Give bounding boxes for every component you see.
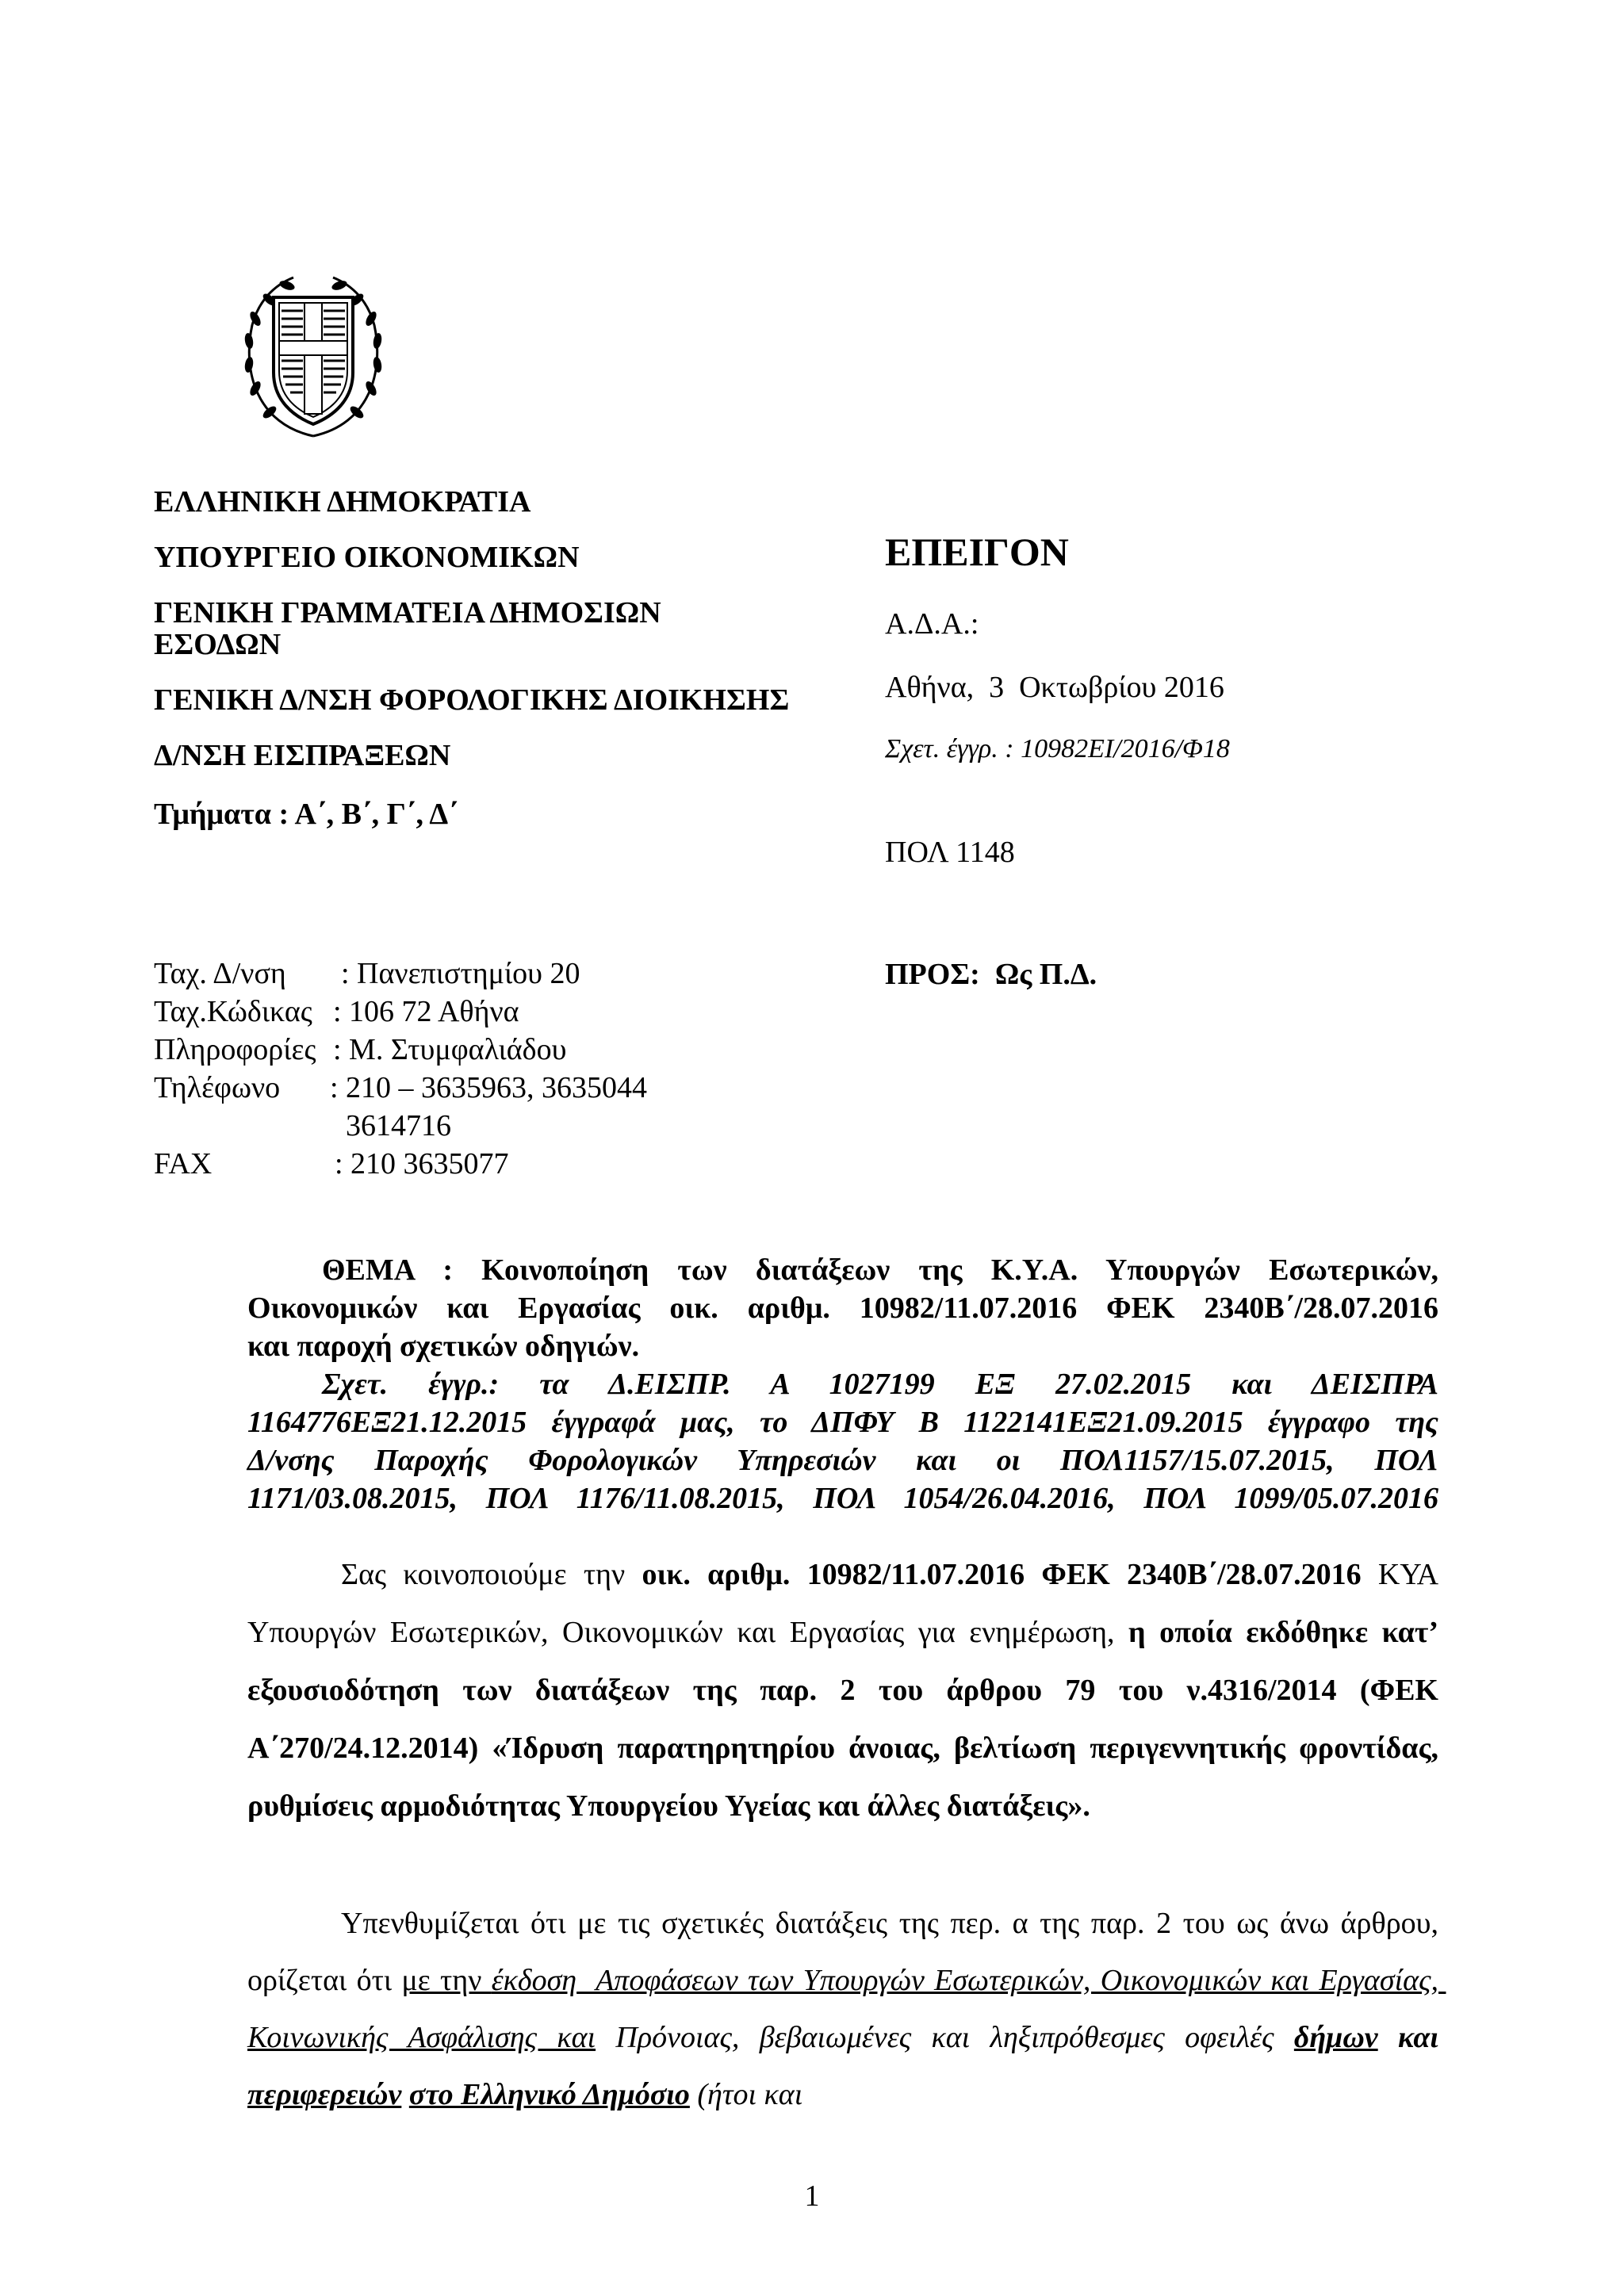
postcode-value: : 106 72 Αθήνα (333, 995, 519, 1028)
para2-intro: Υπενθυμίζεται ότι με τις σχετικές διατάξεις της περ. α της παρ. 2 του ως άνω άρθρου, ορίζεται ότι (247, 1907, 1438, 1997)
header-secretariat: ΓΕΝΙΚΗ ΓΡΑΜΜΑΤΕΙΑ ΔΗΜΟΣΙΩΝ (154, 596, 661, 629)
phone-value: : 210 – 3635963, 3635044 (330, 1071, 648, 1104)
postcode-label: Ταχ.Κώδικας (154, 995, 312, 1028)
document-date: Αθήνα, 3 Οκτωβρίου 2016 (885, 671, 1224, 704)
header-general-directorate: ΓΕΝΙΚΗ Δ/ΝΣΗ ΦΟΡΟΛΟΓΙΚΗΣ ΔΙΟΙΚΗΣΗΣ (154, 683, 790, 717)
para2-state: στο Ελληνικό Δημόσιο (408, 2078, 690, 2111)
phone-value-extra: 3614716 (346, 1109, 451, 1142)
address-value: : Πανεπιστημίου 20 (341, 957, 580, 990)
subject-block (247, 1251, 1438, 1517)
fax-value: : 210 3635077 (335, 1147, 509, 1181)
header-block (154, 484, 868, 832)
header-departments: Τμήματα : Α΄, Β΄, Γ΄, Δ΄ (154, 798, 458, 831)
related-line-3: Δ/νσης Παροχής Φορολογικών Υπηρεσιών και οι ΠΟΛ1157/15.07.2015, ΠΟΛ (247, 1444, 1438, 1477)
reference-number: Σχετ. έγγρ. : 10982ΕΙ/2016/Φ18 (885, 734, 1230, 763)
para1-kya: ΚΥΑ Υπουργών Εσωτερικών, Οικονομικών και Εργασίας για ενημέρωση, (247, 1558, 1439, 1649)
related-line-4: 1171/03.08.2015, ΠΟΛ 1176/11.08.2015, ΠΟΛ 1054/26.04.2016, ΠΟΛ 1099/05.07.2016 (247, 1482, 1438, 1515)
recipients: ΠΡΟΣ: Ως Π.Δ. (885, 958, 1097, 991)
para2-with: με την (401, 1964, 492, 1997)
header-republic: ΕΛΛΗΝΙΚΗ ΔΗΜΟΚΡΑΤΙΑ (154, 485, 531, 519)
para2-tail: (ήτοι και (689, 2078, 803, 2111)
ada-label: Α.Δ.Α.: (885, 607, 979, 641)
para2-and: και (1377, 2021, 1438, 2054)
para1-reference: οικ. αριθμ. 10982/11.07.2016 ΦΕΚ 2340Β΄/28.07.2016 (642, 1558, 1362, 1591)
header-secretariat-cont: ΕΣΟΔΩΝ (154, 628, 282, 661)
subject-line-1: ΘΕΜΑ : Κοινοποίηση των διατάξεων της Κ.Υ.Α. Υπουργών Εσωτερικών, (322, 1253, 1438, 1287)
pol-number: ΠΟΛ 1148 (885, 836, 1015, 869)
para1-intro: Σας κοινοποιούμε την (341, 1558, 642, 1591)
address-label: Ταχ. Δ/νση (154, 957, 286, 990)
header-directorate: Δ/ΝΣΗ ΕΙΣΠΡΑΞΕΩΝ (154, 739, 451, 772)
related-documents (247, 1365, 1438, 1517)
para2-welfare: Πρόνοιας, βεβαιωμένες και ληξιπρόθεσμες οφειλές (596, 2021, 1294, 2054)
info-value: : Μ. Στυμφαλιάδου (333, 1033, 567, 1066)
urgent-label: ΕΠΕΙΓΟΝ (885, 530, 1069, 574)
para2-issuance: έκδοση (491, 1964, 577, 1997)
para2-space (401, 2078, 409, 2111)
related-line-1: Σχετ. έγγρ.: τα Δ.ΕΙΣΠΡ. Α 1027199 ΕΞ 27.02.2015 και ΔΕΙΣΠΡΑ (322, 1368, 1438, 1401)
info-label: Πληροφορίες (154, 1033, 316, 1066)
subject-line-2: Οικονομικών και Εργασίας οικ. αριθμ. 10982/11.07.2016 ΦΕΚ 2340Β΄/28.07.2016 (247, 1292, 1438, 1325)
phone-label: Τηλέφωνο (154, 1071, 281, 1104)
para2-regions: περιφερειών (247, 2078, 402, 2111)
address-block (154, 955, 788, 1184)
related-line-2: 1164776ΕΞ21.12.2015 έγγραφά μας, το ΔΠΦΥ Β 1122141ΕΞ21.09.2015 έγγραφο της (247, 1406, 1438, 1439)
subject-line-3: και παροχή σχετικών οδηγιών. (247, 1330, 640, 1363)
page-number: 1 (804, 2179, 820, 2213)
greek-emblem-icon (238, 270, 389, 444)
header-ministry: ΥΠΟΥΡΓΕΙΟ ΟΙΚΟΝΟΜΙΚΩΝ (154, 541, 580, 574)
para2-municipalities: δήμων (1293, 2021, 1378, 2054)
paragraph-notification (247, 1546, 1438, 1835)
para1-authorization: η οποία εκδόθηκε κατ’ εξουσιοδότηση των διατάξεων της παρ. 2 του άρθρου 79 του ν.4316/2014 (ΦΕΚ Α΄270/24.12.2014) «Ίδρυση παρατηρητηρίου άνοιας, βελτίωση περιγεννητικής φροντίδας, ρυθμίσεις αρμοδιότητας Υπουργείου Υγείας και άλλες διατάξεις». (247, 1616, 1439, 1823)
para2-decisions: Αποφάσεων των Υπουργών Εσωτερικών, Οικονομικών και Εργασίας, Κοινωνικής Ασφάλισης και (247, 1964, 1446, 2054)
paragraph-reminder (247, 1895, 1446, 2123)
fax-label: FAX (154, 1147, 213, 1181)
